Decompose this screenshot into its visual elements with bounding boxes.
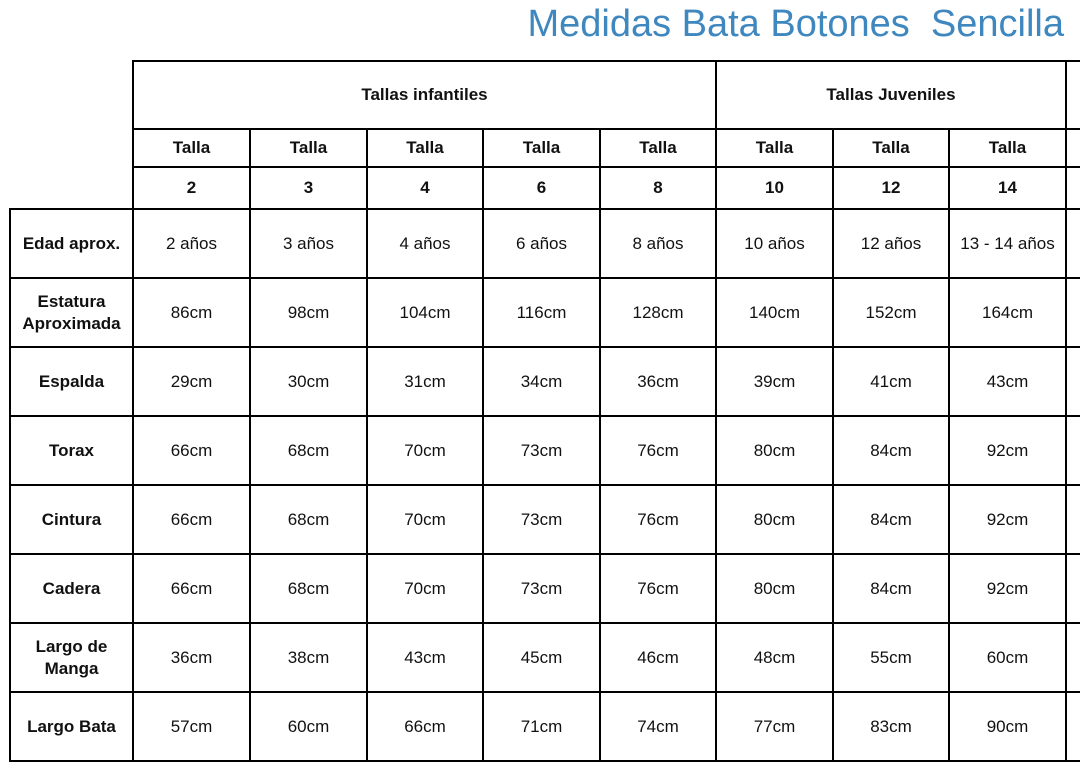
measurement-cell: 2 años xyxy=(133,209,250,278)
measurement-cell: 3 años xyxy=(250,209,367,278)
measurement-cell: 66cm xyxy=(133,554,250,623)
talla-header-row xyxy=(10,129,1080,167)
measurement-cell: 83cm xyxy=(833,692,949,761)
measurement-cell: 70cm xyxy=(367,416,483,485)
group-header-row xyxy=(10,61,1080,129)
measurement-cell: 38cm xyxy=(250,623,367,692)
measurement-cell: 164cm xyxy=(949,278,1066,347)
row-label xyxy=(10,347,133,416)
measurement-cell: 90cm xyxy=(949,692,1066,761)
corner-cell xyxy=(10,129,133,167)
measurement-cell: 66cm xyxy=(133,485,250,554)
measurement-cell: 86cm xyxy=(133,278,250,347)
measurement-cell: 116cm xyxy=(483,278,600,347)
measurement-cell: 152cm xyxy=(833,278,949,347)
measurement-cell: 70cm xyxy=(367,554,483,623)
measurement-cell: 12 años xyxy=(833,209,949,278)
measurement-cell: 84cm xyxy=(833,554,949,623)
measurement-cell: 46cm xyxy=(600,623,716,692)
corner-cell xyxy=(10,167,133,209)
row-label xyxy=(10,209,133,278)
row-label-line: Estatura xyxy=(37,291,106,311)
measurement-cell: 48cm xyxy=(716,623,833,692)
measurement-cell: 80cm xyxy=(716,485,833,554)
measurement-cell: 34cm xyxy=(483,347,600,416)
measurement-cell: 76cm xyxy=(600,416,716,485)
measurement-cell: 66cm xyxy=(367,692,483,761)
table-row xyxy=(10,485,1080,554)
measurement-cell: 43cm xyxy=(949,347,1066,416)
talla-label: Talla xyxy=(833,129,949,167)
talla-label: Talla xyxy=(716,129,833,167)
measurement-cell: 92cm xyxy=(949,554,1066,623)
measurement-cell: 36cm xyxy=(600,347,716,416)
talla-label: Talla xyxy=(949,129,1066,167)
size-number: 14 xyxy=(949,167,1066,209)
page-title: Medidas Bata Botones Sencilla xyxy=(527,3,1064,45)
measurement-cell: 10 años xyxy=(716,209,833,278)
talla-label: Talla xyxy=(600,129,716,167)
talla-label: Talla xyxy=(133,129,250,167)
partial-column-cell xyxy=(1066,554,1080,623)
table-row xyxy=(10,416,1080,485)
row-label-line: Edad aprox. xyxy=(22,233,121,253)
measurement-cell: 92cm xyxy=(949,416,1066,485)
size-number-row xyxy=(10,167,1080,209)
row-label-line: Torax xyxy=(48,440,95,460)
partial-column-cell xyxy=(1066,209,1080,278)
partial-column-cell xyxy=(1066,347,1080,416)
row-label-line: Espalda xyxy=(38,371,105,391)
row-label xyxy=(10,416,133,485)
size-table xyxy=(9,60,1080,762)
row-label-line: Largo Bata xyxy=(27,716,116,736)
measurement-cell: 68cm xyxy=(250,554,367,623)
measurement-cell: 73cm xyxy=(483,554,600,623)
row-label xyxy=(10,554,133,623)
measurement-cell: 76cm xyxy=(600,485,716,554)
row-label xyxy=(10,623,133,692)
measurement-cell: 73cm xyxy=(483,485,600,554)
measurement-cell: 60cm xyxy=(949,623,1066,692)
partial-column-cell xyxy=(1066,278,1080,347)
measurement-cell: 98cm xyxy=(250,278,367,347)
measurement-cell: 13 - 14 años xyxy=(949,209,1066,278)
corner-cell xyxy=(10,61,133,129)
partial-column-cell xyxy=(1066,416,1080,485)
row-label xyxy=(10,278,133,347)
measurement-cell: 41cm xyxy=(833,347,949,416)
measurement-cell: 70cm xyxy=(367,485,483,554)
size-number: 4 xyxy=(367,167,483,209)
row-label-line: Cadera xyxy=(42,578,101,598)
measurement-cell: 140cm xyxy=(716,278,833,347)
talla-label: Talla xyxy=(483,129,600,167)
measurement-cell: 43cm xyxy=(367,623,483,692)
measurement-cell: 73cm xyxy=(483,416,600,485)
talla-label: Talla xyxy=(367,129,483,167)
row-label-line: Cintura xyxy=(41,509,102,529)
partial-column-cell xyxy=(1066,167,1080,209)
size-number: 6 xyxy=(483,167,600,209)
measurement-cell: 4 años xyxy=(367,209,483,278)
table-row xyxy=(10,347,1080,416)
measurement-cell: 6 años xyxy=(483,209,600,278)
table-row xyxy=(10,554,1080,623)
measurement-cell: 8 años xyxy=(600,209,716,278)
partial-column-cell xyxy=(1066,623,1080,692)
measurement-cell: 76cm xyxy=(600,554,716,623)
size-number: 3 xyxy=(250,167,367,209)
measurement-cell: 55cm xyxy=(833,623,949,692)
measurement-cell: 128cm xyxy=(600,278,716,347)
measurement-cell: 30cm xyxy=(250,347,367,416)
measurement-cell: 36cm xyxy=(133,623,250,692)
measurement-cell: 68cm xyxy=(250,416,367,485)
measurement-cell: 84cm xyxy=(833,485,949,554)
measurement-cell: 80cm xyxy=(716,416,833,485)
measurement-cell: 31cm xyxy=(367,347,483,416)
partial-column-cell xyxy=(1066,485,1080,554)
measurement-cell: 92cm xyxy=(949,485,1066,554)
size-number: 8 xyxy=(600,167,716,209)
measurement-cell: 66cm xyxy=(133,416,250,485)
group-next-partial xyxy=(1066,61,1080,129)
measurement-cell: 104cm xyxy=(367,278,483,347)
table-row xyxy=(10,278,1080,347)
measurement-cell: 39cm xyxy=(716,347,833,416)
measurement-cell: 57cm xyxy=(133,692,250,761)
group-infantiles: Tallas infantiles xyxy=(133,61,716,129)
measurement-cell: 60cm xyxy=(250,692,367,761)
size-number: 10 xyxy=(716,167,833,209)
talla-label: Talla xyxy=(250,129,367,167)
row-label-line: Aproximada xyxy=(22,313,121,333)
partial-column-cell xyxy=(1066,129,1080,167)
measurement-cell: 74cm xyxy=(600,692,716,761)
row-label xyxy=(10,485,133,554)
measurement-cell: 80cm xyxy=(716,554,833,623)
measurement-cell: 29cm xyxy=(133,347,250,416)
measurement-cell: 77cm xyxy=(716,692,833,761)
row-label-line: Manga xyxy=(44,658,99,678)
row-label-line: Largo de xyxy=(35,636,108,656)
partial-column-cell xyxy=(1066,692,1080,761)
measurement-cell: 68cm xyxy=(250,485,367,554)
size-number: 2 xyxy=(133,167,250,209)
table-row xyxy=(10,623,1080,692)
measurement-cell: 84cm xyxy=(833,416,949,485)
size-number: 12 xyxy=(833,167,949,209)
group-juveniles: Tallas Juveniles xyxy=(716,61,1066,129)
table-row xyxy=(10,209,1080,278)
measurement-cell: 45cm xyxy=(483,623,600,692)
measurement-cell: 71cm xyxy=(483,692,600,761)
table-row xyxy=(10,692,1080,761)
row-label xyxy=(10,692,133,761)
